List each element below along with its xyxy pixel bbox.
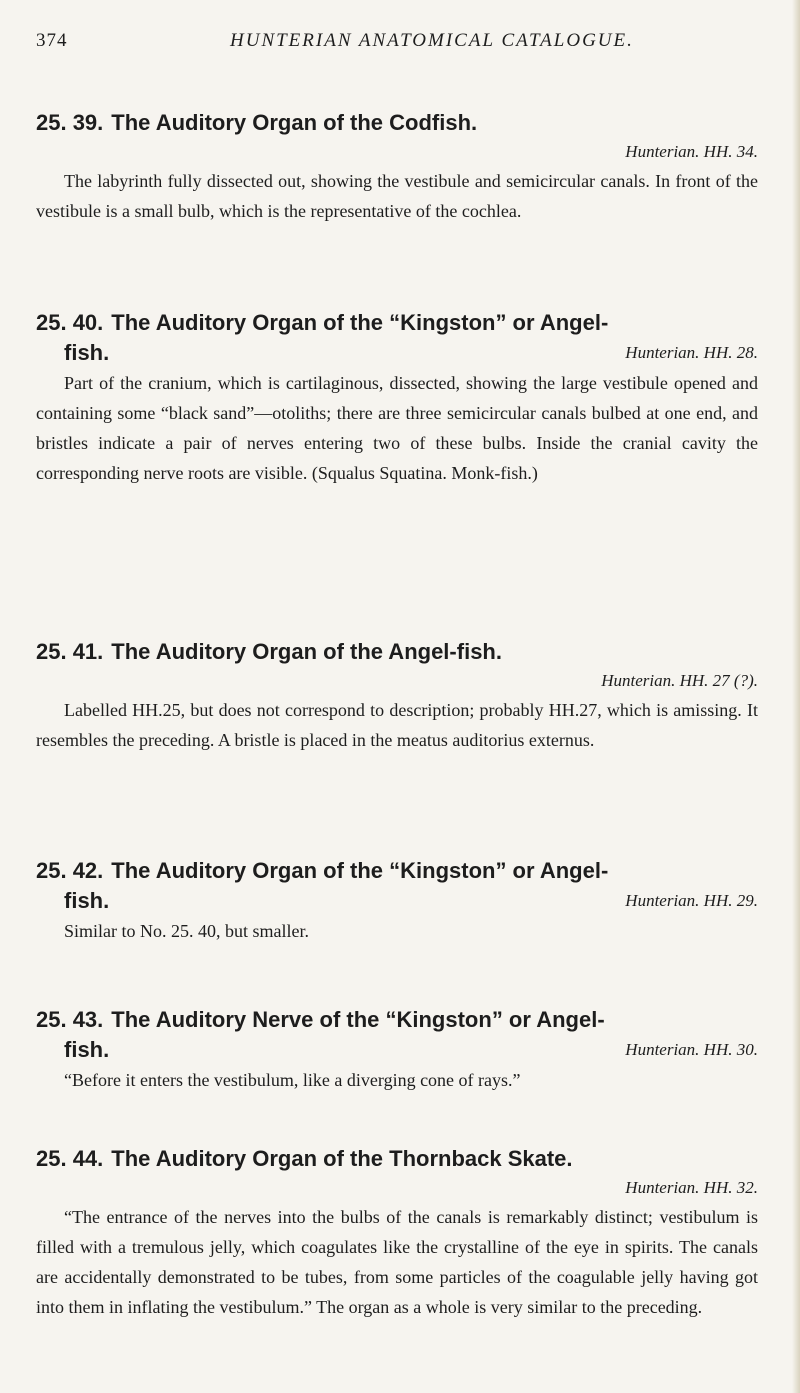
entry-reference: Hunterian. HH. 28. — [625, 343, 758, 362]
entry-heading — [36, 108, 758, 138]
entry-description: Labelled HH.25, but does not correspond to description; probably HH.27, which is amissing. It resembles the preceding. A bristle is placed in the meatus auditorius externus. — [36, 700, 758, 750]
entry-number: 25. 40. — [36, 310, 104, 335]
entry-heading — [36, 1005, 758, 1035]
entry-description: Part of the cranium, which is cartilaginous, dissected, showing the large vestibule opened and containing some “black sand”—otoliths; there are three semicircular canals bulbed at one end, and bristles indicate a pair of nerves entering two of these bulbs. Inside the cranial cavity the corresponding nerve roots are visible. (Squalus Squatina. Monk-fish.) — [36, 373, 758, 483]
page-number: 374 — [36, 30, 68, 51]
catalogue-entry — [36, 637, 758, 755]
entry-description: “Before it enters the vestibulum, like a diverging cone of rays.” — [64, 1070, 521, 1090]
entry-reference: Hunterian. HH. 27 (?). — [601, 671, 758, 690]
entry-heading-continuation — [64, 338, 758, 368]
entry-title-continuation: fish. — [64, 888, 110, 913]
catalogue-entry — [36, 1144, 758, 1322]
entry-number: 25. 42. — [36, 858, 104, 883]
entry-heading — [36, 308, 758, 338]
running-title: HUNTERIAN ANATOMICAL CATALOGUE. — [230, 30, 634, 51]
entry-heading-continuation — [64, 1035, 758, 1065]
entry-number: 25. 44. — [36, 1146, 104, 1171]
entry-heading-continuation — [64, 886, 758, 916]
entry-title: The Auditory Organ of the Codfish. — [111, 110, 478, 135]
entry-heading — [36, 856, 758, 886]
entry-title-continuation: fish. — [64, 1037, 110, 1062]
entry-title-continuation: fish. — [64, 340, 110, 365]
catalogue-entry — [36, 308, 758, 488]
entry-title: The Auditory Nerve of the “Kingston” or Angel- — [111, 1007, 605, 1032]
catalogue-entry — [36, 1005, 758, 1095]
entry-reference: Hunterian. HH. 30. — [625, 1040, 758, 1059]
entry-heading — [36, 1144, 758, 1174]
entry-reference: Hunterian. HH. 32. — [625, 1178, 758, 1197]
catalogue-entry — [36, 856, 758, 946]
entry-description: The labyrinth fully dissected out, showing the vestibule and semicircular canals. In front of the vestibule is a small bulb, which is the representative of the cochlea. — [36, 171, 758, 221]
entry-number: 25. 43. — [36, 1007, 104, 1032]
entry-number: 25. 41. — [36, 639, 104, 664]
entry-description: “The entrance of the nerves into the bulbs of the canals is remarkably distinct; vestibulum is filled with a tremulous jelly, which coagulates like the crystalline of the eye in spirits. The canals are accidentally demonstrated to be tubes, from some particles of the coagulable jelly having got into them in inflating the vestibulum.” The organ as a whole is very similar to the preceding. — [36, 1207, 758, 1317]
catalogue-entry — [36, 108, 758, 226]
entry-reference: Hunterian. HH. 34. — [625, 142, 758, 161]
entry-title: The Auditory Organ of the Angel-fish. — [111, 639, 502, 664]
entry-title: The Auditory Organ of the Thornback Skate. — [111, 1146, 573, 1171]
entry-title: The Auditory Organ of the “Kingston” or Angel- — [111, 858, 609, 883]
entry-description: Similar to No. 25. 40, but smaller. — [64, 921, 309, 941]
entry-title: The Auditory Organ of the “Kingston” or Angel- — [111, 310, 609, 335]
page-edge-shading — [792, 0, 800, 1393]
entry-number: 25. 39. — [36, 110, 104, 135]
entry-reference: Hunterian. HH. 29. — [625, 891, 758, 910]
entry-heading — [36, 637, 758, 667]
